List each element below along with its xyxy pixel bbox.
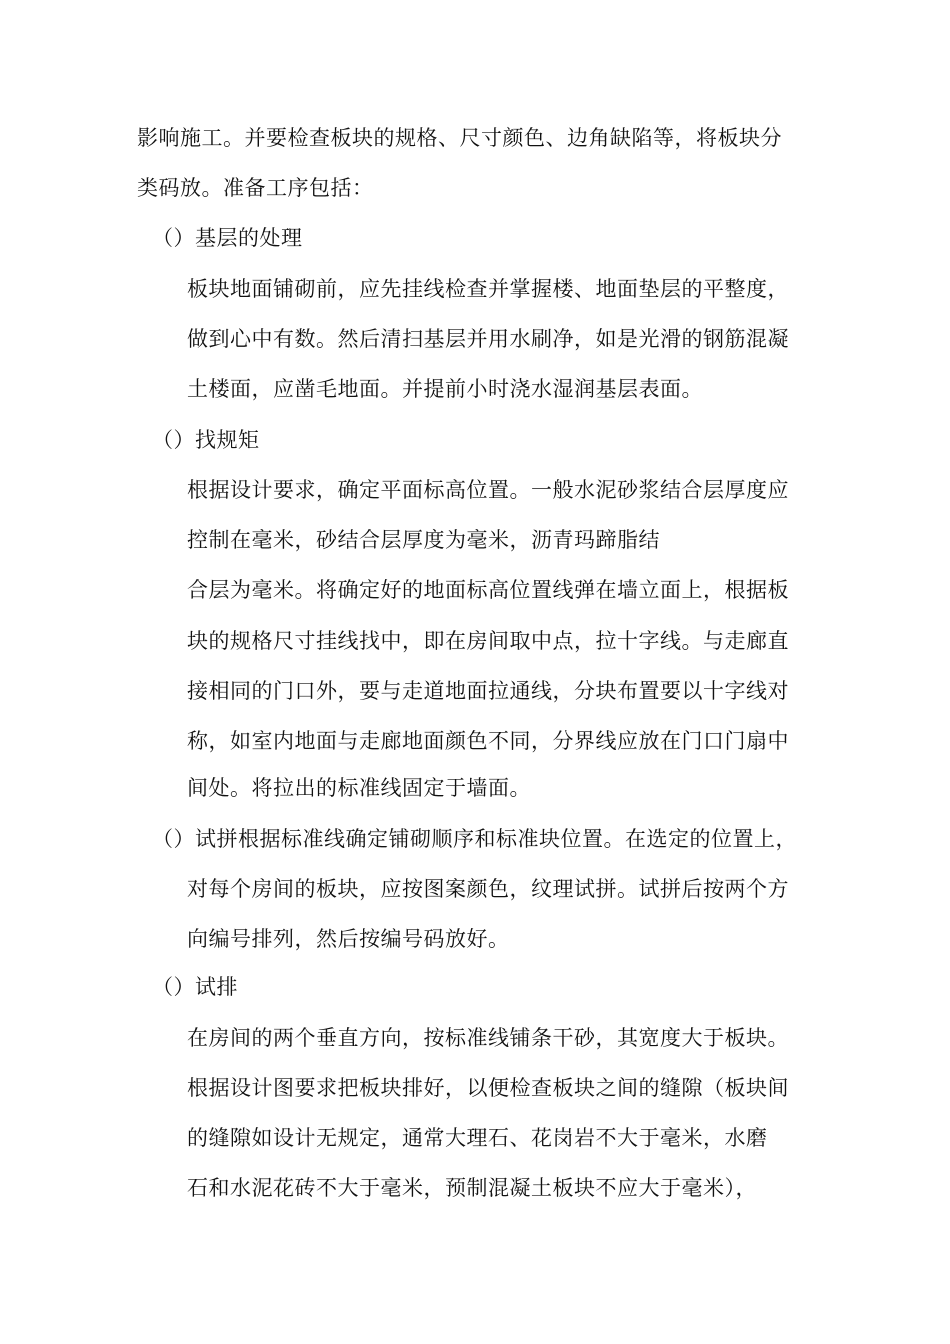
text-line: 合层为毫米。将确定好的地面标高位置线弹在墙立面上，根据板 xyxy=(187,578,789,602)
text-line: 称，如室内地面与走廊地面颜色不同，分界线应放在门口门扇中 xyxy=(187,729,789,753)
text-line: 接相同的门口外，要与走道地面拉通线，分块布置要以十字线对 xyxy=(187,679,789,703)
text-line: 根据设计要求，确定平面标高位置。一般水泥砂浆结合层厚度应 xyxy=(187,478,789,502)
section-heading: （）找规矩 xyxy=(152,428,260,452)
section-heading: （）试排 xyxy=(152,975,238,999)
section-heading: （）试拼根据标准线确定铺砌顺序和标准块位置。在选定的位置上， xyxy=(152,827,797,851)
text-line: 影响施工。并要检查板块的规格、尺寸颜色、边角缺陷等，将板块分 xyxy=(137,126,782,150)
section-heading: （）基层的处理 xyxy=(152,226,303,250)
text-line: 类码放。准备工序包括： xyxy=(137,176,374,200)
text-line: 做到心中有数。然后清扫基层并用水刷净，如是光滑的钢筋混凝 xyxy=(187,327,789,351)
text-line: 向编号排列，然后按编号码放好。 xyxy=(187,927,510,951)
text-line: 板块地面铺砌前，应先挂线检查并掌握楼、地面垫层的平整度， xyxy=(187,277,789,301)
text-line: 在房间的两个垂直方向，按标准线铺条干砂，其宽度大于板块。 xyxy=(187,1026,789,1050)
text-line: 控制在毫米，砂结合层厚度为毫米，沥青玛蹄脂结 xyxy=(187,528,660,552)
text-line: 石和水泥花砖不大于毫米，预制混凝土板块不应大于毫米）， xyxy=(187,1176,757,1200)
text-line: 块的规格尺寸挂线找中，即在房间取中点，拉十字线。与走廊直 xyxy=(187,629,789,653)
text-line: 间处。将拉出的标准线固定于墙面。 xyxy=(187,776,531,800)
text-line: 对每个房间的板块，应按图案颜色，纹理试拼。试拼后按两个方 xyxy=(187,877,789,901)
text-line: 的缝隙如设计无规定，通常大理石、花岗岩不大于毫米，水磨 xyxy=(187,1126,768,1150)
text-line: 根据设计图要求把板块排好，以便检查板块之间的缝隙（板块间 xyxy=(187,1076,789,1100)
text-line: 土楼面，应凿毛地面。并提前小时浇水湿润基层表面。 xyxy=(187,377,703,401)
